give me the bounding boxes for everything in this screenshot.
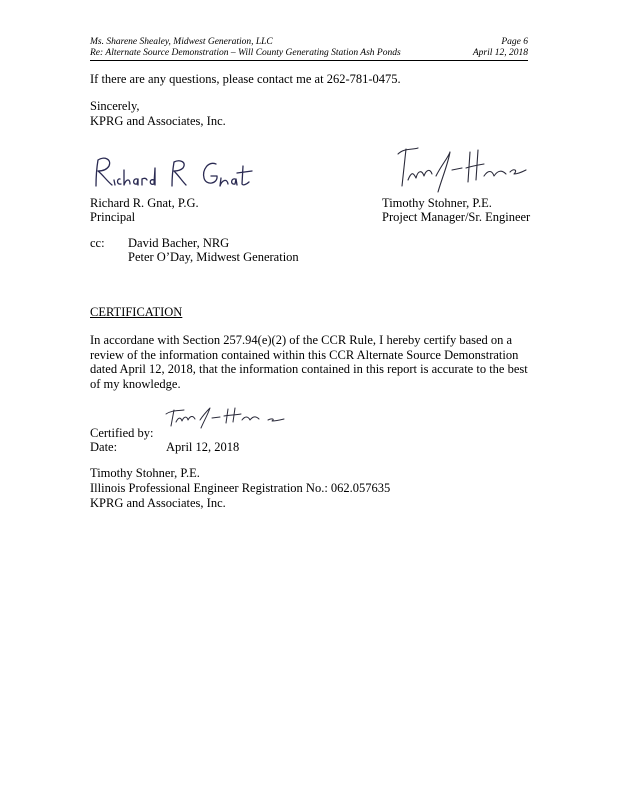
cc-label: cc: [90, 236, 105, 250]
stohner-signature-image [390, 140, 540, 196]
left-signatory-title: Principal [90, 210, 136, 224]
certification-signature-image [162, 404, 312, 430]
certification-firm: KPRG and Associates, Inc. [90, 496, 226, 510]
closing-salutation: Sincerely, [90, 99, 140, 113]
cc-recipient: David Bacher, NRG [128, 236, 230, 250]
left-signatory-name: Richard R. Gnat, P.G. [90, 196, 199, 210]
firm-name: KPRG and Associates, Inc. [90, 114, 226, 128]
header-subject: Re: Alternate Source Demonstration – Will County Generating Station Ash Ponds [90, 48, 401, 58]
engineer-name: Timothy Stohner, P.E. [90, 466, 200, 480]
certification-date: April 12, 2018 [166, 440, 240, 454]
gnat-signature-image [90, 152, 260, 196]
header-page-number: Page 6 [501, 37, 528, 47]
header-recipient: Ms. Sharene Shealey, Midwest Generation, LLC [90, 37, 273, 47]
right-signatory-name: Timothy Stohner, P.E. [382, 196, 492, 210]
cc-recipient: Peter O’Day, Midwest Generation [128, 250, 299, 264]
certification-statement: In accordane with Section 257.94(e)(2) of the CCR Rule, I hereby certify based on a review of the information contained within this CCR Alternate Source Demonstration dated April 12, 2018, that the information contained in this report is accurate to the best of my knowledge. [90, 333, 528, 391]
header-row-bottom [90, 48, 528, 59]
date-label: Date: [90, 440, 118, 454]
engineer-registration: Illinois Professional Engineer Registration No.: 062.057635 [90, 481, 391, 495]
right-signatory-title: Project Manager/Sr. Engineer [382, 210, 531, 224]
certification-heading: CERTIFICATION [90, 305, 183, 319]
page-header [90, 37, 528, 59]
questions-line: If there are any questions, please contact me at 262-781-0475. [90, 72, 401, 86]
header-row-top [90, 37, 528, 48]
header-divider [90, 60, 528, 61]
certified-by-label: Certified by: [90, 426, 154, 440]
header-date: April 12, 2018 [472, 48, 528, 58]
